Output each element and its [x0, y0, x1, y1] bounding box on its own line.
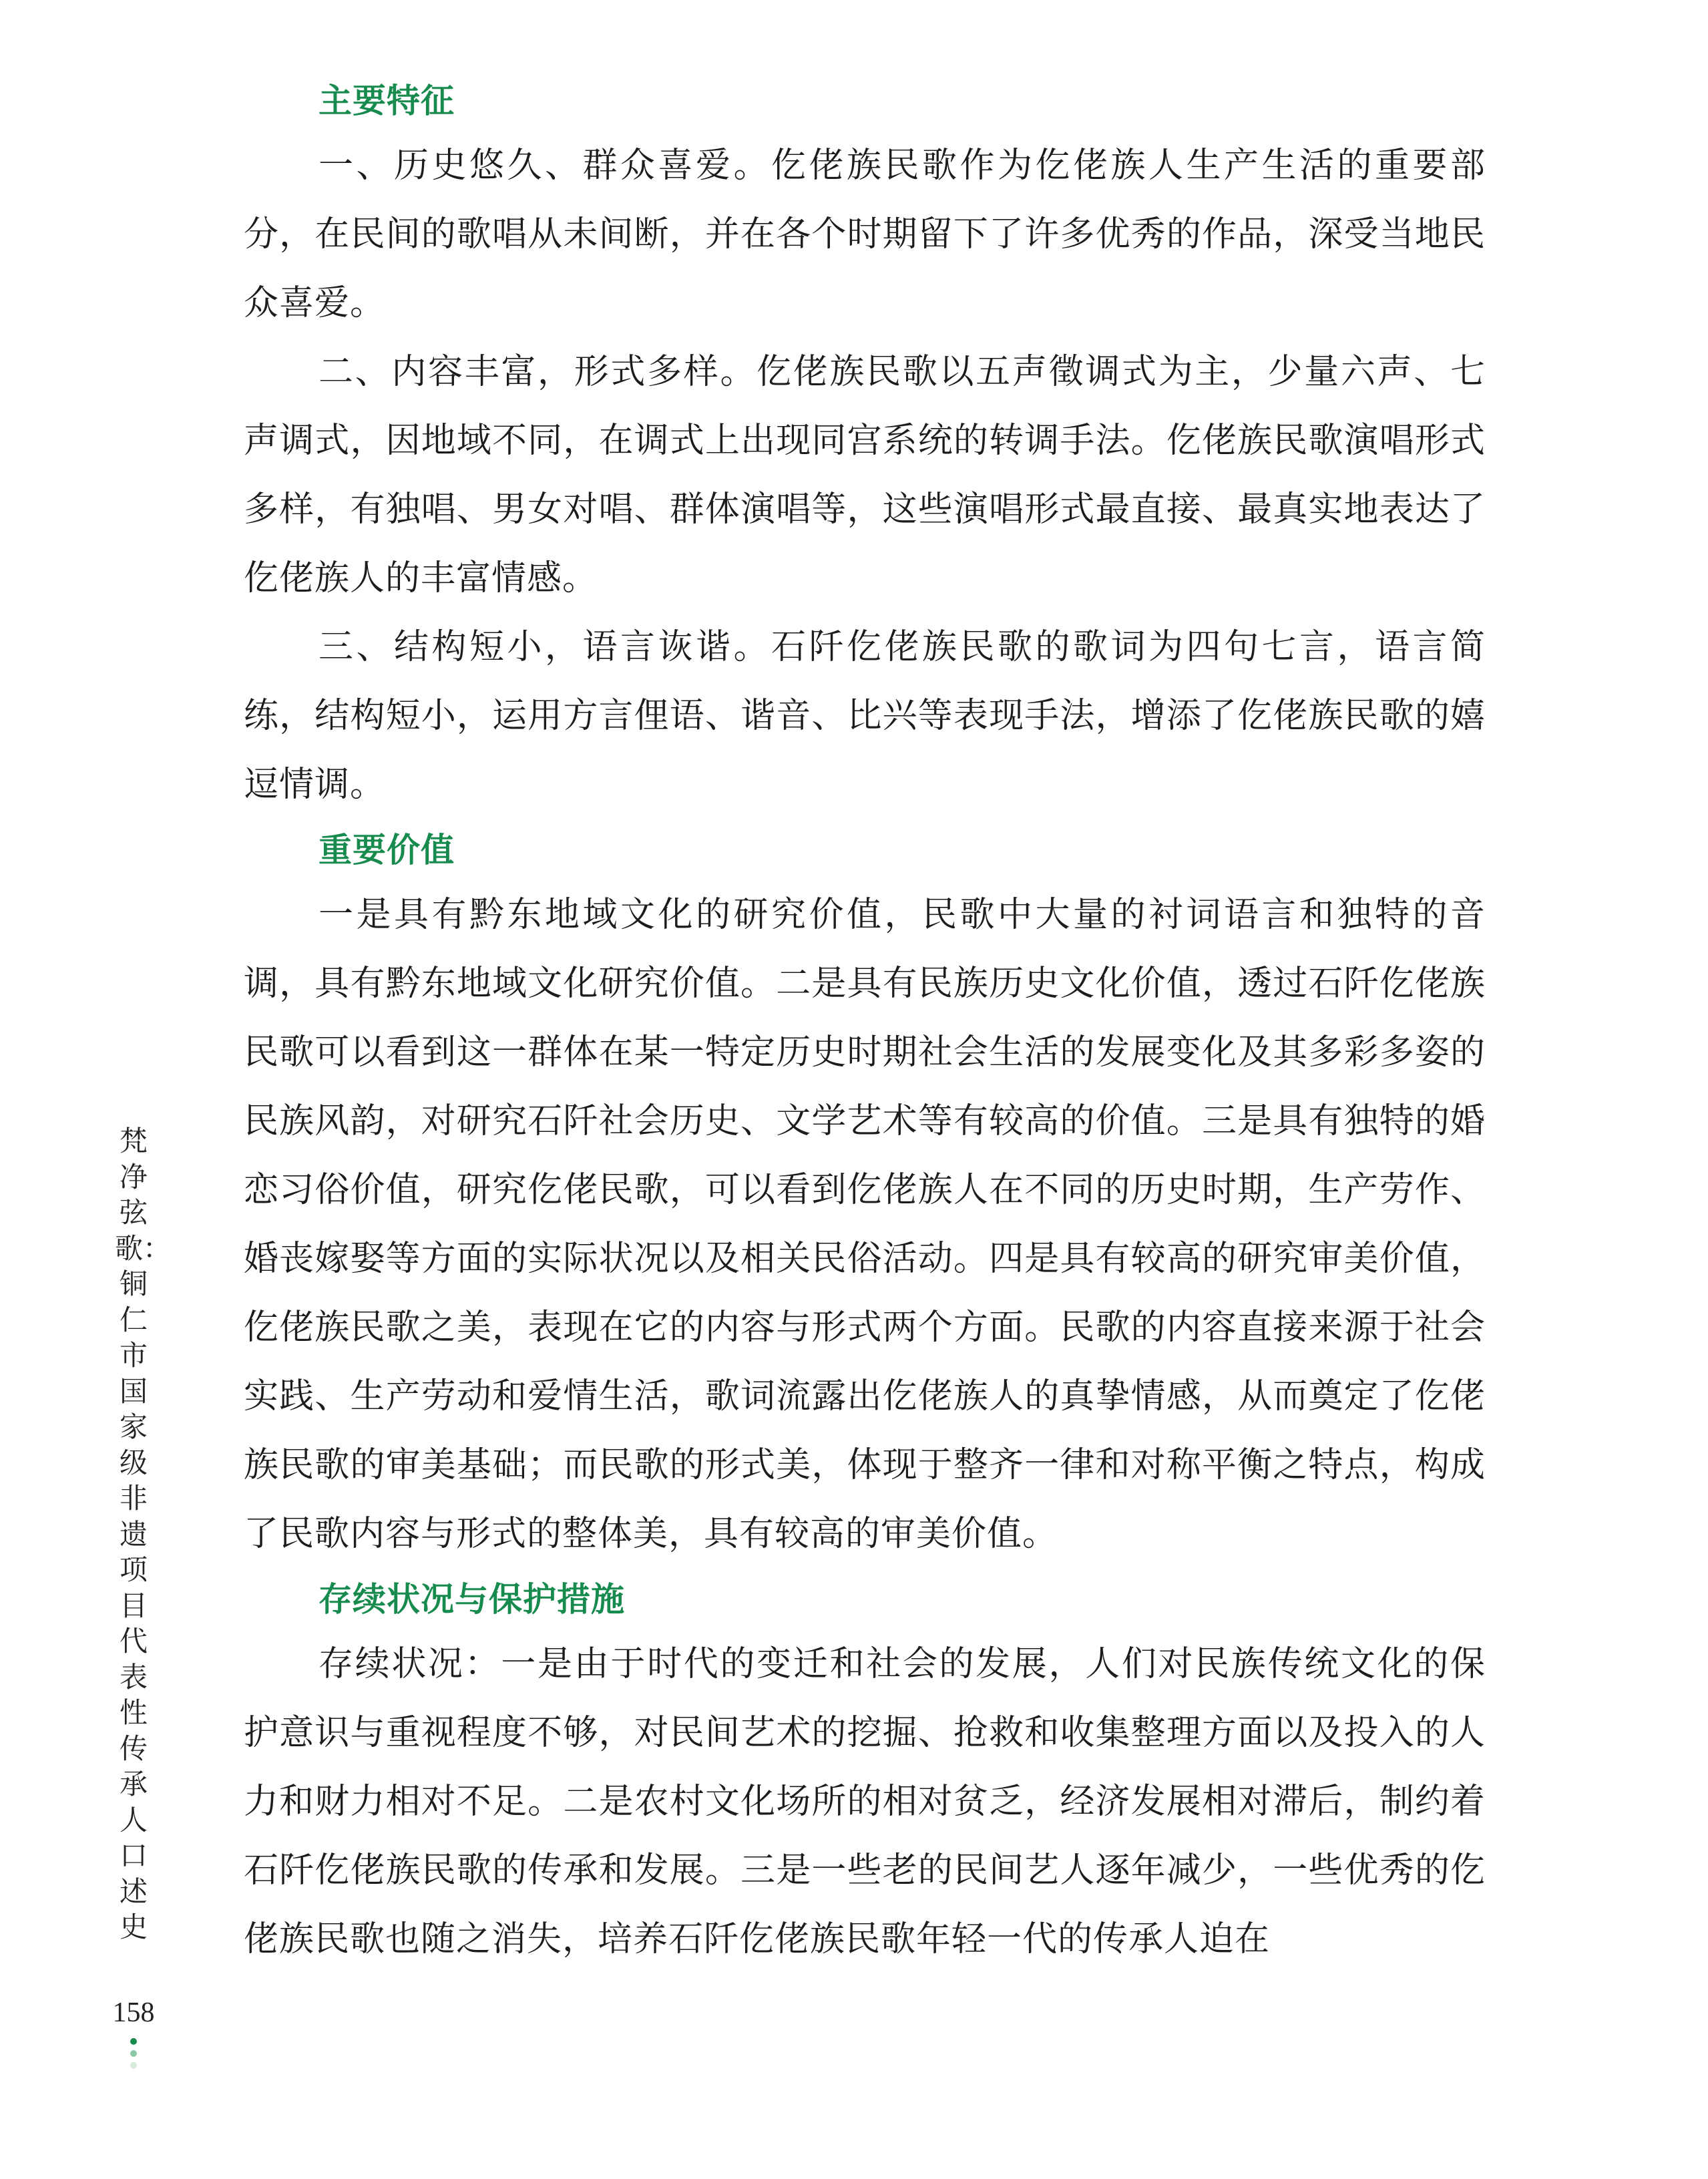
section-heading: 主要特征	[318, 81, 455, 120]
decorative-dot	[130, 2050, 137, 2057]
section-heading: 重要价值	[318, 831, 455, 869]
section-main-features	[244, 70, 1486, 819]
page-content	[244, 70, 1486, 1974]
section-status-protection	[244, 1569, 1486, 1974]
decorative-dot	[130, 2038, 137, 2045]
page-number: 158	[112, 1997, 155, 2028]
paragraph: 一、历史悠久、群众喜爱。仡佬族民歌作为仡佬族人生产生活的重要部分，在民间的歌唱从未间断，并在各个时期留下了许多优秀的作品，深受当地民众喜爱。	[244, 146, 1486, 323]
section-important-value	[244, 819, 1486, 1569]
page-number-dots	[129, 2038, 138, 2074]
decorative-dot	[130, 2062, 137, 2069]
section-heading: 存续状况与保护措施	[318, 1580, 625, 1619]
paragraph: 存续状况：一是由于时代的变迁和社会的发展，人们对民族传统文化的保护意识与重视程度不够，对民间艺术的挖掘、抢救和收集整理方面以及投入的人力和财力相对不足。二是农村文化场所的相对贫乏，经济发展相对滞后，制约着石阡仡佬族民歌的传承和发展。三是一些老的民间艺人逐年减少，一些优秀的仡佬族民歌也随之消失，培养石阡仡佬族民歌年轻一代的传承人迫在	[244, 1644, 1486, 1959]
paragraph: 二、内容丰富，形式多样。仡佬族民歌以五声徵调式为主，少量六声、七声调式，因地域不同，在调式上出现同宫系统的转调手法。仡佬族民歌演唱形式多样，有独唱、男女对唱、群体演唱等，这些演唱形式最直接、最真实地表达了仡佬族人的丰富情感。	[244, 352, 1486, 598]
paragraph: 一是具有黔东地域文化的研究价值，民歌中大量的衬词语言和独特的音调，具有黔东地域文化研究价值。二是具有民族历史文化价值，透过石阡仡佬族民歌可以看到这一群体在某一特定历史时期社会生活的发展变化及其多彩多姿的民族风韵，对研究石阡社会历史、文学艺术等有较高的价值。三是具有独特的婚恋习俗价值，研究仡佬民歌，可以看到仡佬族人在不同的历史时期，生产劳作、婚丧嫁娶等方面的实际状况以及相关民俗活动。四是具有较高的研究审美价值，仡佬族民歌之美，表现在它的内容与形式两个方面。民歌的内容直接来源于社会实践、生产劳动和爱情生活，歌词流露出仡佬族人的真挚情感，从而奠定了仡佬族民歌的审美基础；而民歌的形式美，体现于整齐一律和对称平衡之特点，构成了民歌内容与形式的整体美，具有较高的审美价值。	[244, 895, 1486, 1554]
book-side-title: 梵净弦歌：铜仁市国家级非遗项目代表性传承人口述史	[115, 1125, 172, 1943]
paragraph: 三、结构短小，语言诙谐。石阡仡佬族民歌的歌词为四句七言，语言简练，结构短小，运用方言俚语、谐音、比兴等表现手法，增添了仡佬族民歌的嬉逗情调。	[244, 627, 1486, 805]
